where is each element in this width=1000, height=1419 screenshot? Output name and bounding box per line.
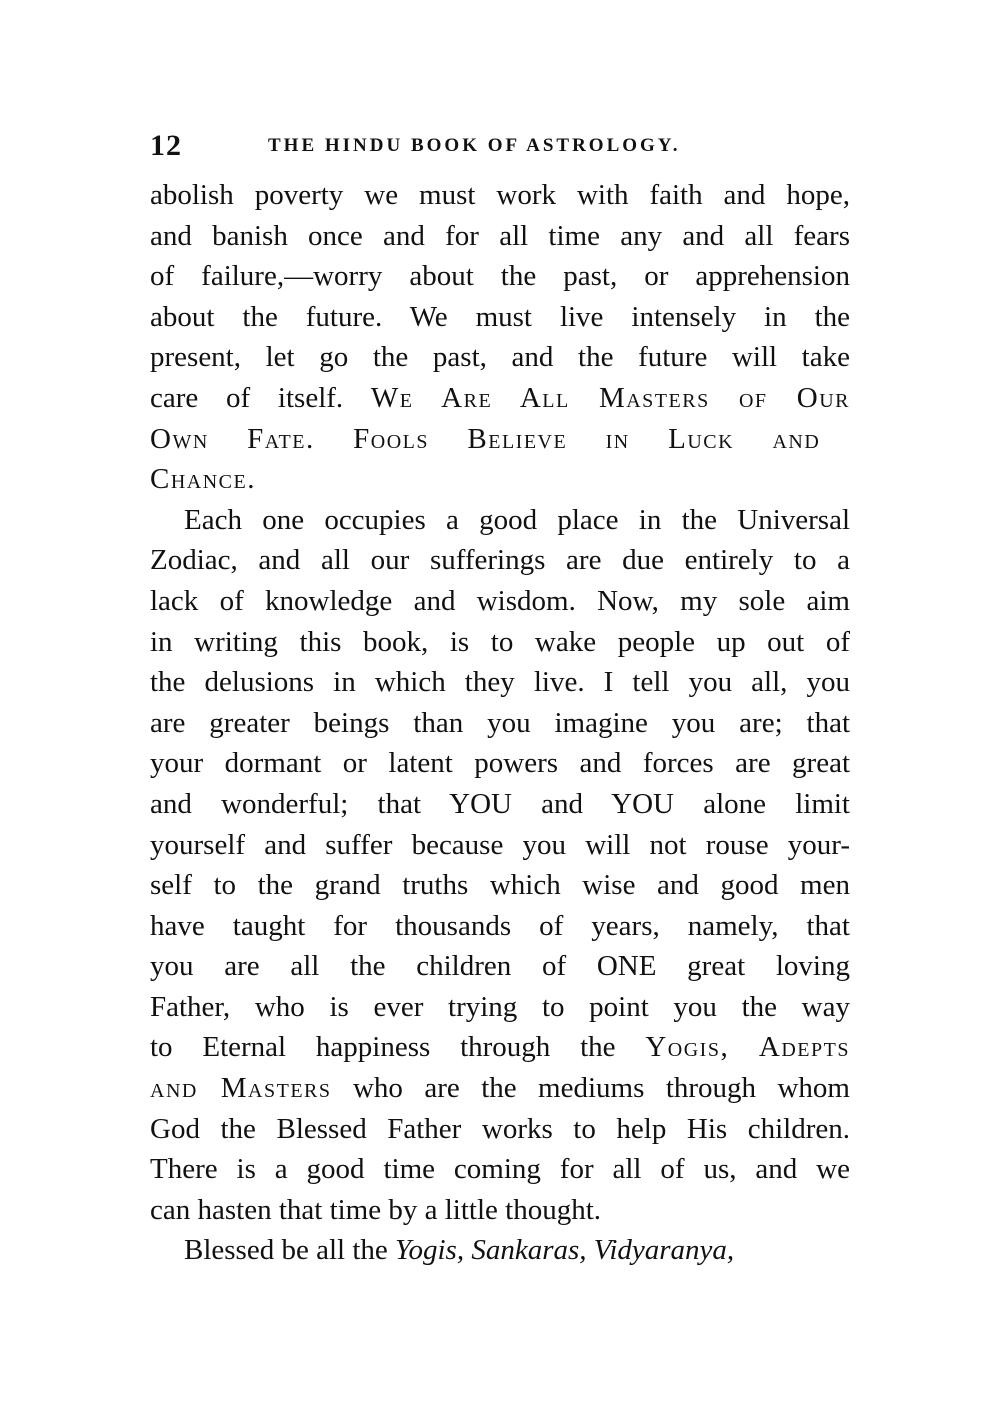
text-run: who are the mediums through whom: [331, 1072, 850, 1105]
text-line: [150, 540, 850, 581]
text-run: in writing this book, is to wake people up out of: [150, 625, 850, 658]
text-run: are greater beings than you imagine you are; that: [150, 706, 850, 739]
text-line: [150, 297, 850, 338]
text-line: [150, 1068, 850, 1109]
text-run: to Eternal happiness through the: [150, 1031, 646, 1064]
text-run: God the Blessed Father works to help His children.: [150, 1112, 850, 1145]
page-number: 12: [150, 129, 182, 162]
text-run: present, let go the past, and the future will take: [150, 341, 850, 374]
text-run: There is a good time coming for all of us, and we: [150, 1153, 850, 1186]
text-run: the delusions in which they live. I tell you all, you: [150, 666, 850, 699]
small-caps-run: Yogis, Adepts: [645, 1031, 850, 1064]
text-line: [150, 865, 850, 906]
text-run: can hasten that time by a little thought.: [150, 1193, 602, 1226]
small-caps-run: and Masters: [150, 1072, 332, 1105]
body-text: [150, 175, 850, 1271]
text-line: [150, 1149, 850, 1190]
text-run: and banish once and for all time any and all fears: [150, 219, 850, 252]
text-line: [150, 256, 850, 297]
text-line: [150, 784, 850, 825]
book-title: THE HINDU BOOK OF ASTROLOGY.: [268, 135, 681, 156]
text-line: [150, 703, 850, 744]
text-run: abolish poverty we must work with faith and hope,: [150, 179, 850, 211]
text-line: [150, 987, 850, 1028]
small-caps-run: Own Fate. Fools Believe in Luck and: [150, 422, 821, 455]
paragraph: [150, 1230, 850, 1271]
text-run: and wonderful; that YOU and YOU alone limit: [150, 787, 850, 820]
text-run: your dormant or latent powers and forces are great: [150, 747, 850, 780]
text-line: [150, 906, 850, 947]
text-run: self to the grand truths which wise and good men: [150, 869, 850, 902]
text-line: [150, 581, 850, 622]
text-run: you are all the children of ONE great loving: [150, 950, 850, 983]
text-run: have taught for thousands of years, namely, that: [150, 909, 850, 942]
text-line: [150, 1230, 850, 1271]
text-run: of failure,—worry about the past, or apprehension: [150, 260, 850, 293]
text-line: [150, 500, 850, 541]
text-line: [150, 216, 850, 257]
text-line: [150, 378, 850, 419]
text-line: [150, 337, 850, 378]
text-line: [150, 419, 850, 460]
text-line: [150, 175, 850, 216]
text-run: Father, who is ever trying to point you the way: [150, 990, 850, 1023]
text-run: Zodiac, and all our sufferings are due entirely to a: [150, 544, 850, 577]
paragraph: [150, 175, 850, 500]
text-run: lack of knowledge and wisdom. Now, my sole aim: [150, 584, 850, 617]
text-line: [150, 743, 850, 784]
paragraph: [150, 500, 850, 1231]
text-run: Each one occupies a good place in the Universal: [184, 503, 850, 536]
text-line: [150, 1109, 850, 1150]
small-caps-run: Chance.: [150, 463, 256, 496]
text-line: [150, 622, 850, 663]
small-caps-run: We Are All Masters of Our: [370, 381, 850, 414]
text-line: [150, 1190, 850, 1231]
italic-run: Yogis, Sankaras, Vidyaranya,: [395, 1234, 735, 1267]
text-run: Blessed be all the: [184, 1234, 396, 1267]
text-run: yourself and suffer because you will not rouse your-: [150, 828, 850, 861]
text-line: [150, 825, 850, 866]
text-line: [150, 1027, 850, 1068]
text-run: about the future. We must live intensely in the: [150, 300, 850, 333]
text-run: care of itself.: [150, 381, 371, 414]
text-line: [150, 946, 850, 987]
text-line: [150, 662, 850, 703]
text-line: [150, 459, 850, 500]
running-head: [150, 126, 850, 166]
